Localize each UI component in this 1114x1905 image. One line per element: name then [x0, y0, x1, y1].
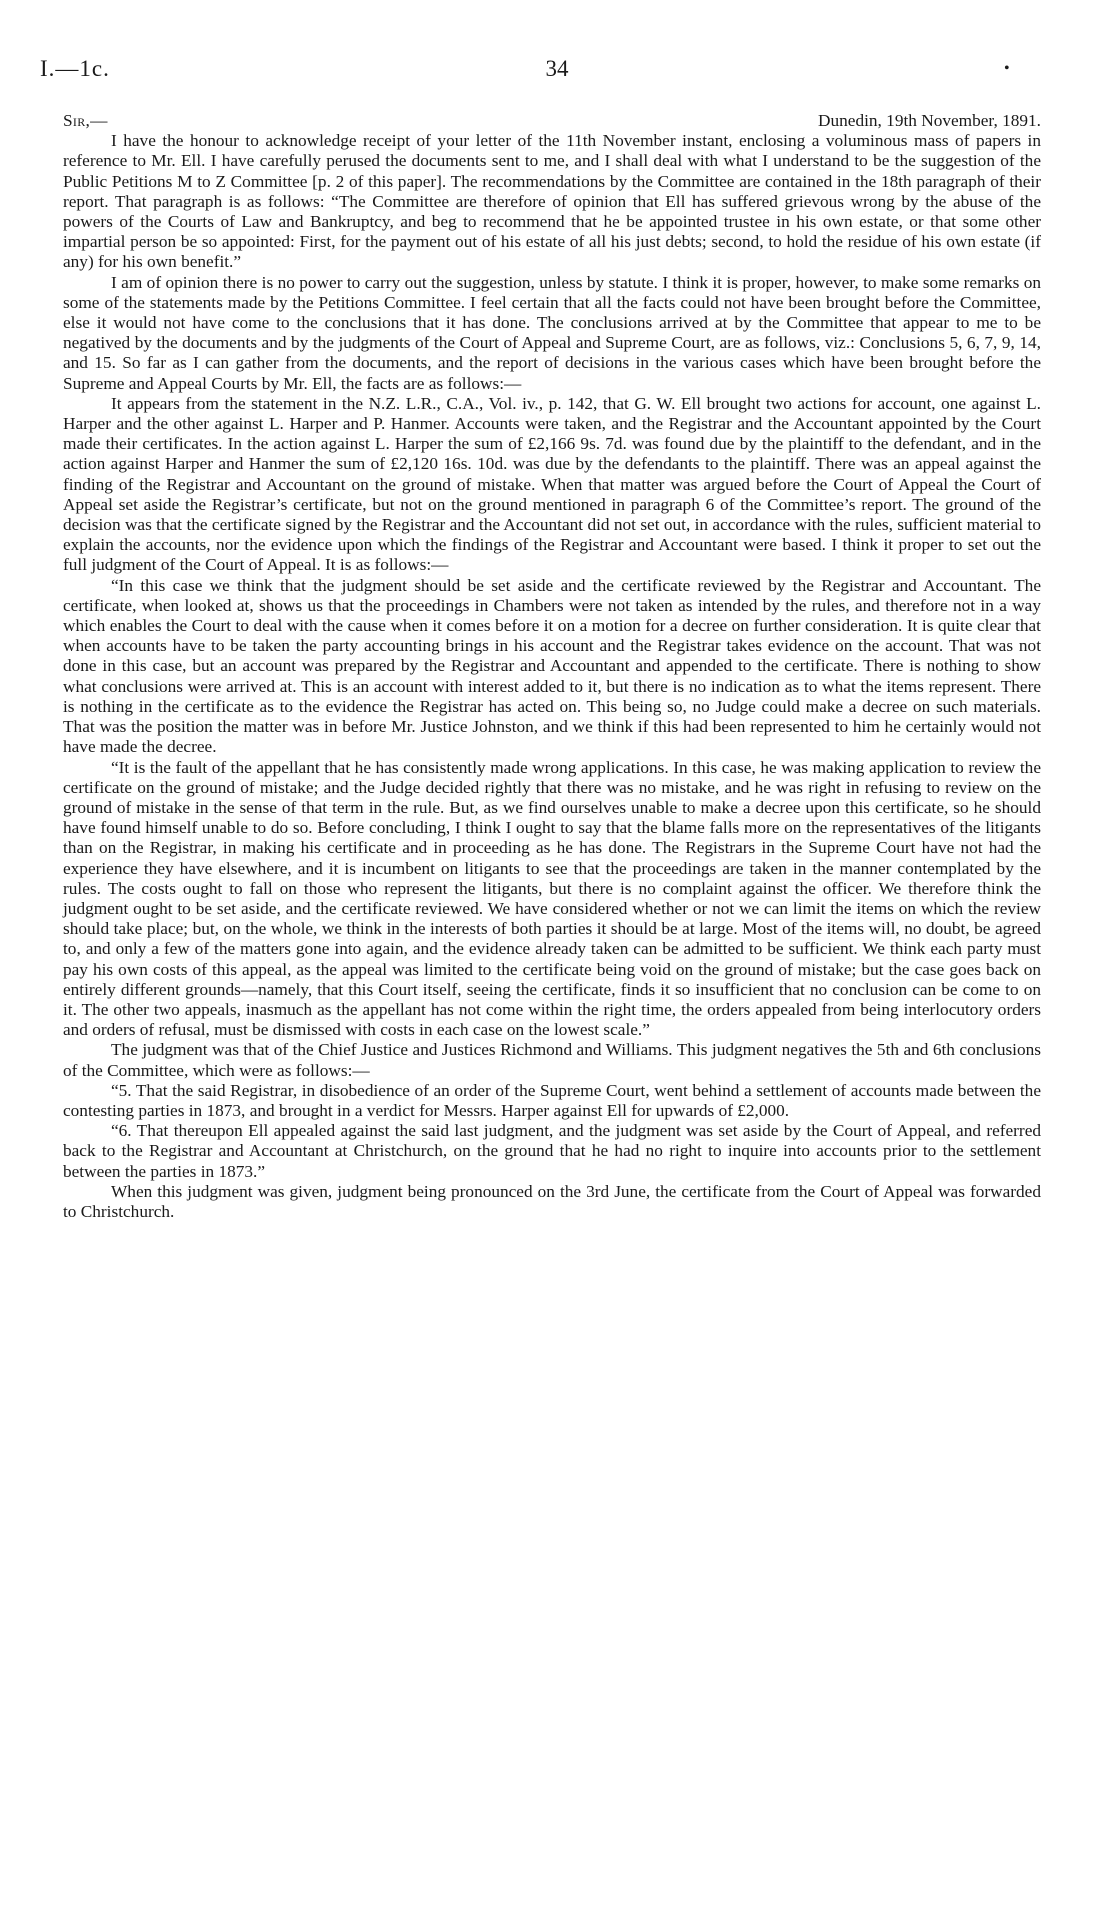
letter-body — [63, 111, 1041, 1222]
printer-mark: • — [1004, 60, 1010, 77]
quoted-judgment-part-2: “It is the fault of the appellant that he has consistently made wrong applications. In this case, he was making application to review the certificate on the ground of mistake; and the Judge decided rightly that there was no mistake, and he was right in refusing to review on the ground of mistake in the sense of that term in the rule. But, as we find ourselves unable to make a decree upon this certificate, so he should have found himself unable to do so. Before concluding, I think I ought to say that the blame falls more on the representatives of the litigants than on the Registrar, in making his certificate and in proceeding as he has done. The Registrars in the Supreme Court have not had the experience they have elsewhere, and it is incumbent on litigants to see that the proceedings are taken in the manner contemplated by the rules. The costs ought to fall on those who represent the litigants, but there is no complaint against the officer. We therefore think the judgment ought to be set aside, and the certificate reviewed. We have considered whether or not we can limit the items on which the review should take place; but, on the whole, we think in the interests of both parties it should be at large. Most of the items will, no doubt, be agreed to, and only a few of the matters gone into again, and the evidence already taken can be admitted to be sufficient. We think each party must pay his own costs of this appeal, as the appeal was limited to the certificate being void on the ground of mistake; but the case goes back on entirely different grounds—namely, that this Court itself, seeing the certificate, finds it so insufficient that no conclusion can be come to on it. The other two appeals, inasmuch as the appellant has not come within the right time, the orders appealed from being interlocutory orders and orders of refusal, must be dismissed with costs in each case on the lowest scale.” — [63, 757, 1041, 1040]
paragraph-opinion: I am of opinion there is no power to carry out the suggestion, unless by statute. I think it is proper, however, to make some remarks on some of the statements made by the Petitions Committee. I feel certain that all the facts could not have been brought before the Committee, else it would not have come to the conclusions that it has done. The conclusions arrived at by the Committee that appear to me to be negatived by the documents and by the judgments of the Court of Appeal and Supreme Court, are as follows, viz.: Conclusions 5, 6, 7, 9, 14, and 15. So far as I can gather from the documents, and the report of decisions in the various cases which have been brought before the Supreme and Appeal Courts by Mr. Ell, the facts are as follows:— — [63, 272, 1041, 393]
letter-heading — [63, 111, 1041, 131]
page-number: 34 — [545, 56, 569, 81]
paragraph-certificate: When this judgment was given, judgment being pronounced on the 3rd June, the certificate from the Court of Appeal was forwarded to Christchurch. — [63, 1181, 1041, 1221]
place-and-date: Dunedin, 19th November, 1891. — [818, 111, 1041, 130]
salutation: Sir,— — [63, 111, 108, 130]
running-head — [40, 56, 1074, 86]
quoted-judgment-part-1: “In this case we think that the judgment should be set aside and the certificate reviewed by the Registrar and Accountant. The certificate, when looked at, shows us that the proceedings in Chambers were not taken as intended by the rules, and therefore not in a way which enables the Court to deal with the cause when it comes before it on a motion for a decree on further consideration. It is quite clear that when accounts have to be taken the party accounting brings in his account and the Registrar takes evidence on the account. That was not done in this case, but an account was prepared by the Registrar and Accountant and appended to the certificate. There is nothing to show what conclusions were arrived at. This is an account with interest added to it, but there is no indication as to what the items represent. There is nothing in the certificate as to the evidence the Registrar has acted on. This being so, no Judge could make a decree on such materials. That was the position the matter was in before Mr. Justice Johnston, and we think if this had been represented to him he certainly would not have made the decree. — [63, 575, 1041, 757]
document-reference: I.—1c. — [40, 56, 110, 81]
paragraph-facts: It appears from the statement in the N.Z. L.R., C.A., Vol. iv., p. 142, that G. W. Ell brought two actions for account, one against L. Harper and the other against L. Harper and P. Hanmer. Accounts were taken, and the Registrar and the Accountant appointed by the Court made their certificates. In the action against L. Harper the sum of £2,166 9s. 7d. was found due by the plaintiff to the defendant, and in the action against Harper and Hanmer the sum of £2,120 16s. 10d. was due by the defendants to the plaintiff. There was an appeal against the finding of the Registrar and Accountant on the ground of mistake. When that matter was argued before the Court of Appeal the Court of Appeal set aside the Registrar’s certificate, but not on the ground mentioned in paragraph 6 of the Committee’s report. The ground of the decision was that the certificate signed by the Registrar and the Accountant did not set out, in accordance with the rules, sufficient material to explain the accounts, nor the evidence upon which the findings of the Registrar and Accountant were based. I think it proper to set out the full judgment of the Court of Appeal. It is as follows:— — [63, 393, 1041, 575]
paragraph-judgment-summary: The judgment was that of the Chief Justice and Justices Richmond and Williams. This judgment negatives the 5th and 6th conclusions of the Committee, which were as follows:— — [63, 1040, 1041, 1080]
paragraph-acknowledgement: I have the honour to acknowledge receipt of your letter of the 11th November instant, enclosing a voluminous mass of papers in reference to Mr. Ell. I have carefully perused the documents sent to me, and I shall deal with what I understand to be the suggestion of the Public Petitions M to Z Committee [p. 2 of this paper]. The recommendations by the Committee are contained in the 18th paragraph of their report. That paragraph is as follows: “The Committee are therefore of opinion that Ell has suffered grievous wrong by the abuse of the powers of the Courts of Law and Bankruptcy, and beg to recommend that he be appointed trustee in his own estate, or that some other impartial person be so appointed: First, for the payment out of his estate of all his just debts; second, to hold the residue of his own estate (if any) for his own benefit.” — [63, 131, 1041, 272]
quoted-conclusion-6: “6. That thereupon Ell appealed against the said last judgment, and the judgment was set aside by the Court of Appeal, and referred back to the Registrar and Accountant at Christchurch, on the ground that he had no right to inquire into accounts prior to the settlement between the parties in 1873.” — [63, 1121, 1041, 1181]
quoted-conclusion-5: “5. That the said Registrar, in disobedience of an order of the Supreme Court, went behind a settlement of accounts made between the contesting parties in 1873, and brought in a verdict for Messrs. Harper against Ell for upwards of £2,000. — [63, 1080, 1041, 1120]
